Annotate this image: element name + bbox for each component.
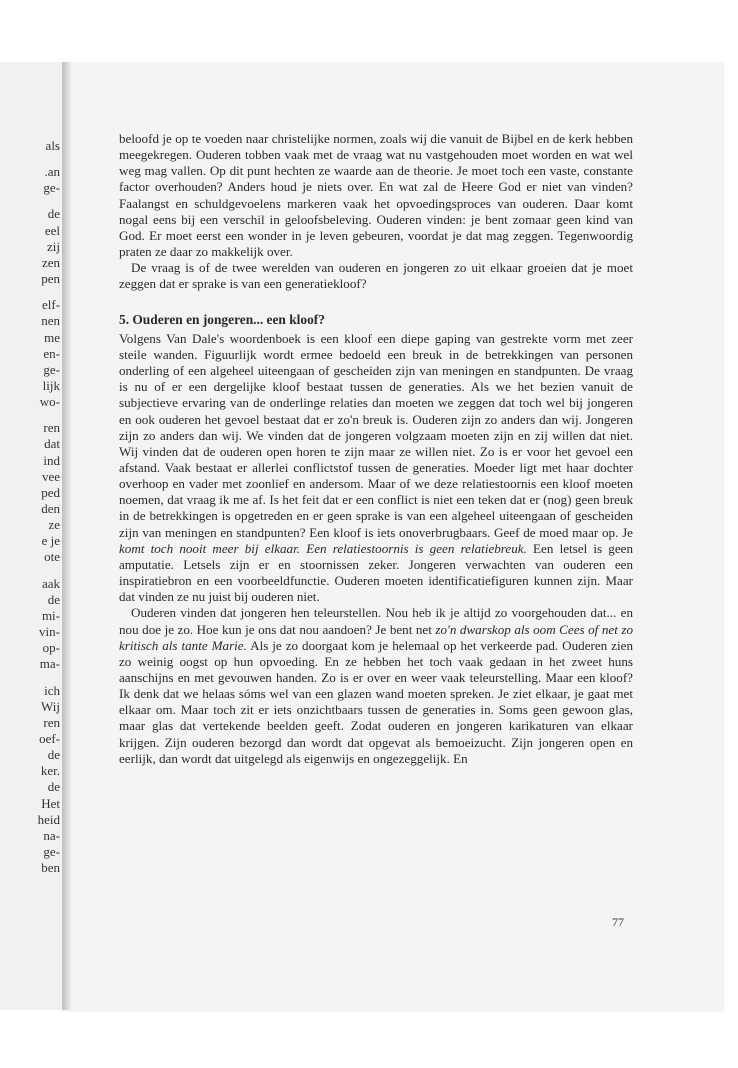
page-number: 77 (612, 915, 624, 929)
facing-page-fragment: ge- (43, 361, 60, 377)
paragraph-3-part-1: Volgens Van Dale's woordenboek is een kloof een diepe gaping van gestrekte vorm met zeer steile wanden. Figuurlijk wordt ermee bedoeld een breuk in de betrekkingen van personen onderling of een algeheel uiteengaan of gescheiden zijn van meningen en standpunten. De vraag is nu of er een dergelijke kloof bestaat tussen de generaties. Als we het bezien vanuit de subjectieve ervaring van de onderlinge relaties dan moeten we zeggen dat toch wel bij jongeren en ook ouderen het gevoel bestaat dat er zo'n breuk is. Ouderen zijn zo anders dan wij. Jongeren zijn zo anders dan wij. We vinden dat de jongeren volgzaam moeten zijn en zij willen dat niet. Wij vinden dat de ouderen open horen te zijn maar ze willen niet. Zo is er voor het gevoel een afstand. Vaak bestaat er allerlei conflictstof tussen de generaties. Moeder ligt met haar dochter overhoop en vader met zoonlief en andersom. Maar of we deze relatiestoornis een kloof moeten noemen, dat vraag ik me af. Is het feit dat er een conflict is niet een teken dat er (nog) geen breuk in de betrekkingen is opgetreden en er geen sprake is van een algeheel uiteengaan of gescheiden zijn van meningen en standpunten? Een kloof is iets onoverbrugbaars. Geef de moed maar op. Je (119, 330, 633, 540)
facing-page-fragment: ge- (43, 844, 60, 859)
facing-page-fragment: lijk (42, 377, 60, 393)
facing-page-fragment: ren (43, 714, 60, 730)
facing-page-fragment: e je (41, 533, 60, 549)
paragraph-1: beloofd je op te voeden naar christelijke normen, zoals wij die vanuit de Bijbel en de kerk hebben meegekregen. Ouderen tobben vaak met de vraag wat nu vastgehouden moet worden en wat wel weg mag vallen. Op dit punt hechten ze waarde aan de theorie. Je moet toch een vaste, constante factor overhouden? Anders houd je niets over. En wat zal de Heere God er niet van vinden? Faalangst en schuldgevoelens markeren vaak het opvoedingsproces van ouderen. Daar komt nogal eens bij een verschil in geloofsbeleving. Ouderen vinden: je bent zomaar geen kind van God. Er moet eerst een wonder in je leven gebeuren, voordat je dat mag zeggen. Tegenwoordig praten ze daar zo makkelijk over. (119, 131, 633, 260)
facing-page-fragment: ze (48, 517, 60, 533)
facing-page-fragment: mi- (41, 607, 60, 623)
facing-page-fragment: .an (44, 164, 60, 180)
facing-page-fragment: na- (43, 827, 60, 843)
book-spine (62, 62, 71, 1010)
facing-page-fragment: aak (41, 575, 60, 591)
facing-page-fragment: den (41, 501, 60, 516)
facing-page-fragment: de (47, 779, 60, 795)
facing-page-fragment: de (47, 206, 60, 222)
facing-page-fragment: de (47, 591, 60, 607)
facing-page-fragment: op- (42, 640, 60, 656)
facing-page-fragment: Wij (41, 698, 60, 714)
paragraph-4 (119, 605, 633, 767)
facing-page-fragment: vin- (39, 624, 60, 640)
facing-page-fragment: ge- (43, 180, 60, 196)
facing-page-fragment: heid (37, 811, 60, 827)
paragraph-3 (119, 331, 633, 606)
paragraph-4-part-2: Als je zo doorgaat kom je helemaal op het verkeerde pad. Ouderen zien zo weinig oogst op hun opvoeding. En ze hebben het toch vaak gedaan in het zweet huns aanschijns en met gevouwen handen. Zo is er over en weer vaak teleurstelling. Maar een kloof? Ik denk dat we helaas sóms wel van een glazen wand moeten spreken. Je ziet elkaar, je gaat met elkaar om. Maar toch zit er iets onzichtbaars tussen de generaties in. Soms geen gewoon glas, maar glas dat vertekende beelden geeft. Zodat ouderen en jongeren karikaturen van elkaar krijgen. Zijn ouderen bezorgd dan wordt dat opgevat als bemoeizucht. Zijn jongeren open en eerlijk, dan wordt dat uitgelegd als eigenwijs en ongezeggelijk. En (119, 637, 633, 766)
facing-page-fragment: me (44, 329, 60, 345)
facing-page (0, 62, 60, 1010)
facing-page-fragment: zen (41, 254, 60, 270)
facing-page-fragment: en- (43, 345, 60, 361)
facing-page-fragment: als (45, 138, 60, 153)
page-body (119, 131, 633, 767)
facing-page-fragment: Het (41, 795, 60, 811)
facing-page-fragment: ren (43, 420, 60, 436)
facing-page-fragment: nen (41, 313, 60, 329)
facing-page-fragment: eel (44, 222, 60, 238)
paragraph-3-part-2: Een letsel is geen amputatie. Letsels zijn er en stoornissen zeker. Jongeren verwachten van ouderen een inspiratiebron en een voorbeeldfunctie. Ouderen moeten identificatiefiguren kunnen zijn. Maar dat vinden ze nu juist bij ouderen niet. (119, 540, 633, 605)
facing-page-fragment: ped (41, 484, 60, 500)
facing-page-fragment: wo- (39, 394, 60, 410)
facing-page-fragment: dat (44, 436, 60, 452)
facing-page-fragment: zij (47, 238, 60, 254)
facing-page-fragment: ote (44, 549, 60, 565)
facing-page-fragment: ma- (39, 656, 60, 672)
facing-page-fragment: ich (44, 682, 60, 698)
facing-page-fragment: ind (43, 452, 60, 468)
paragraph-4-italic: zo'n dwarskop als oom Cees of net zo kritisch als tante Marie. (119, 621, 633, 653)
facing-page-fragment: vee (41, 468, 60, 484)
facing-page-fragment: elf- (41, 297, 60, 313)
facing-page-fragment: pen (41, 271, 60, 287)
section-heading: 5. Ouderen en jongeren... een kloof? (119, 311, 325, 327)
facing-page-fragment: ker. (40, 763, 60, 779)
paragraph-4-part-1: Ouderen vinden dat jongeren hen teleurstellen. Nou heb ik je altijd zo voorgehouden dat... en nou doe je zo. Hoe kun je ons dat nou aandoen? Je bent net (119, 605, 633, 637)
facing-page-fragment: oef- (39, 730, 60, 746)
paragraph-3-italic: komt toch nooit meer bij elkaar. Een relatiestoornis is geen relatiebreuk. (119, 540, 527, 556)
paragraph-2: De vraag is of de twee werelden van ouderen en jongeren zo uit elkaar groeien dat je moet zeggen dat er sprake is van een generatiekloof? (119, 260, 633, 292)
facing-page-fragment: ben (41, 860, 60, 876)
facing-page-fragment: de (47, 747, 60, 763)
